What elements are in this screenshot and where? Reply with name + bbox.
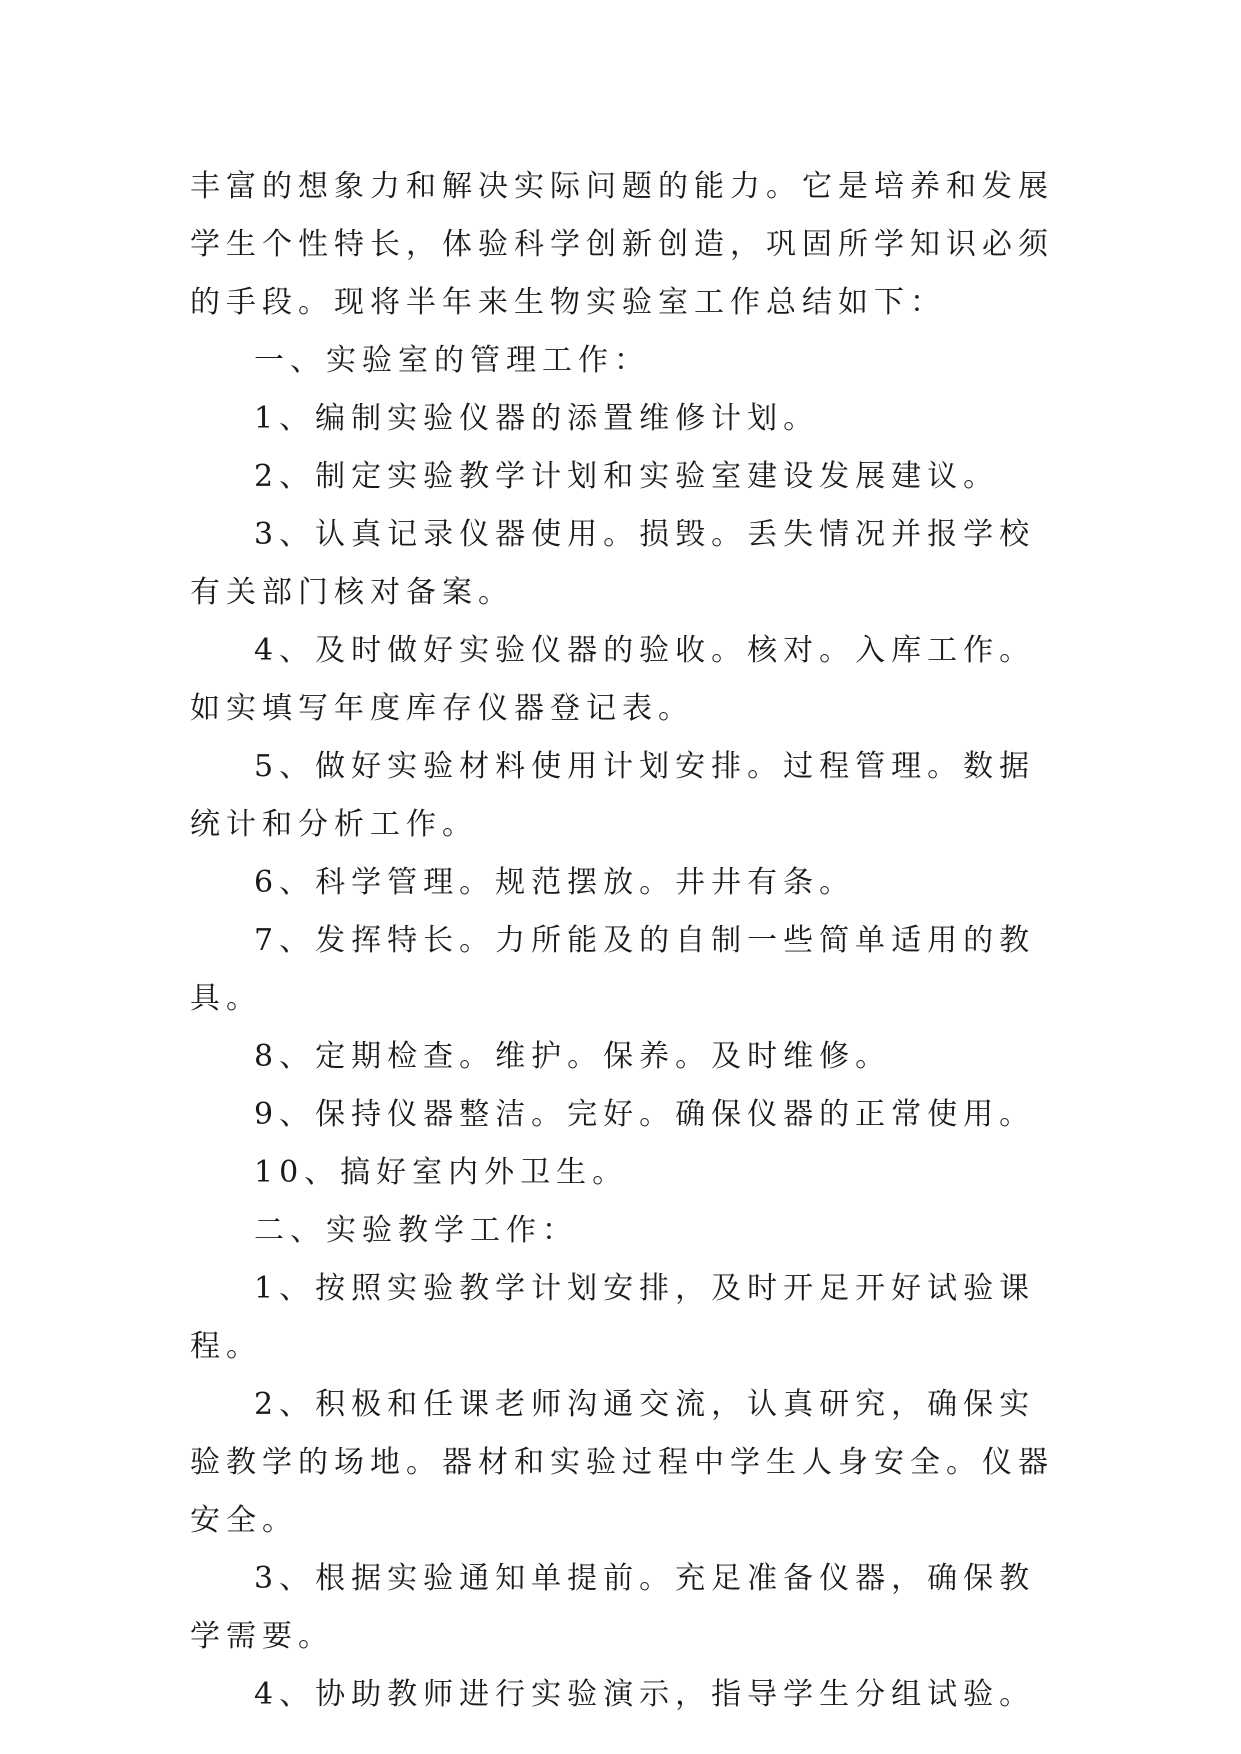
list-item: 10、搞好室内外卫生。 [254, 1155, 629, 1190]
section-heading-management: 一、实验室的管理工作： [254, 343, 650, 378]
document-body [190, 158, 1065, 1724]
section-heading-teaching: 二、实验教学工作： [254, 1213, 578, 1248]
list-item: 4、及时做好实验仪器的验收。核对。入库工作。如实填写年度库存仪器登记表。 [190, 633, 1036, 726]
paragraph-intro: 丰富的想象力和解决实际问题的能力。它是培养和发展学生个性特长，体验科学创新创造，巩固所学知识必须的手段。现将半年来生物实验室工作总结如下： [190, 169, 1054, 320]
list-item: 7、发挥特长。力所能及的自制一些简单适用的教具。 [190, 923, 1036, 1016]
list-item: 2、制定实验教学计划和实验室建设发展建议。 [254, 459, 1000, 494]
list-item: 1、编制实验仪器的添置维修计划。 [254, 401, 820, 436]
list-item: 1、按照实验教学计划安排，及时开足开好试验课程。 [190, 1271, 1036, 1364]
list-item: 3、根据实验通知单提前。充足准备仪器，确保教学需要。 [190, 1561, 1036, 1654]
list-item: 5、做好实验材料使用计划安排。过程管理。数据统计和分析工作。 [190, 749, 1036, 842]
list-item: 6、科学管理。规范摆放。井井有条。 [254, 865, 856, 900]
list-item: 9、保持仪器整洁。完好。确保仪器的正常使用。 [254, 1097, 1036, 1132]
list-item: 8、定期检查。维护。保养。及时维修。 [254, 1039, 892, 1074]
list-item: 3、认真记录仪器使用。损毁。丢失情况并报学校有关部门核对备案。 [190, 517, 1036, 610]
list-item: 4、协助教师进行实验演示，指导学生分组试验。 [254, 1677, 1036, 1712]
list-item: 2、积极和任课老师沟通交流，认真研究，确保实验教学的场地。器材和实验过程中学生人身安全。仪器安全。 [190, 1387, 1054, 1538]
